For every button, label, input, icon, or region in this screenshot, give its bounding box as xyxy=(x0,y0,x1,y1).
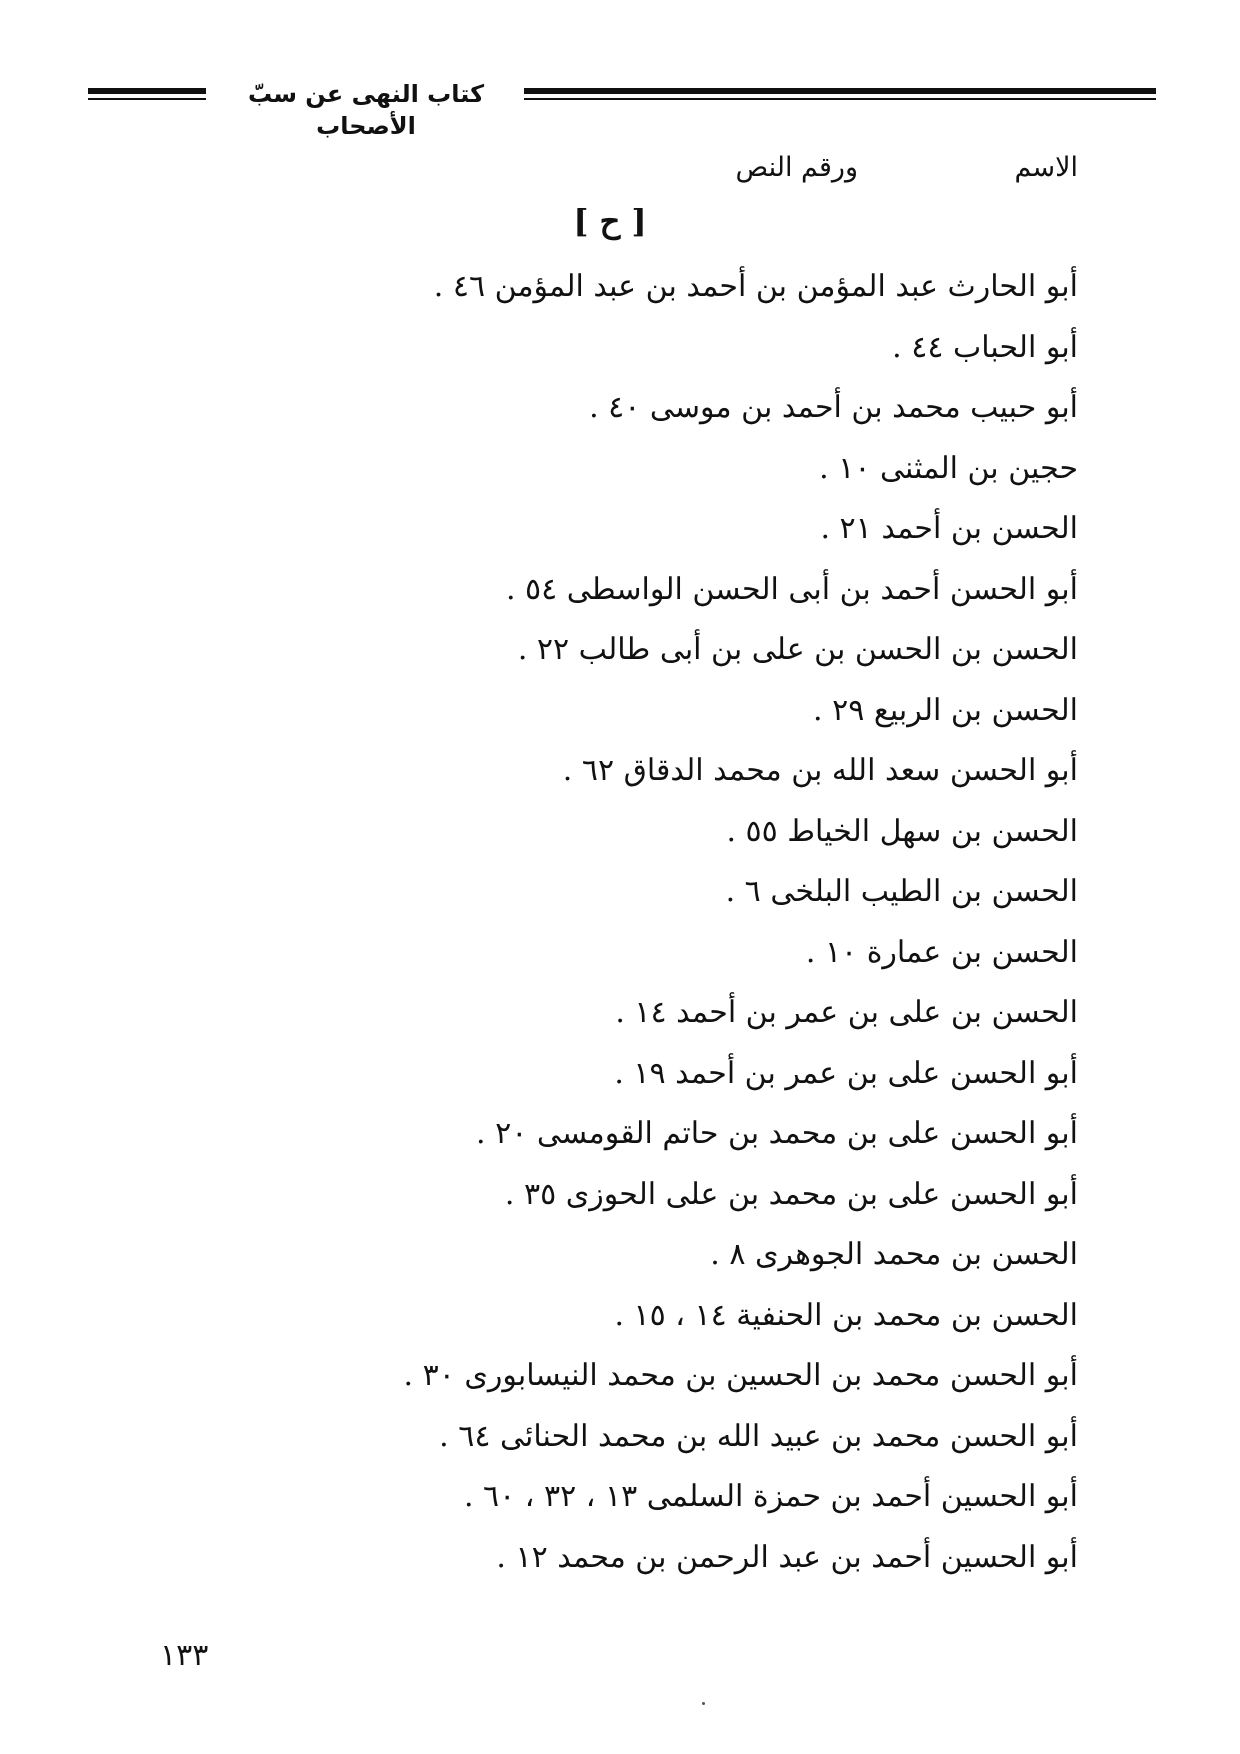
index-list xyxy=(258,258,1078,1589)
list-item: أبو الحارث عبد المؤمن بن أحمد بن عبد المؤمن ٤٦ . xyxy=(433,269,1078,304)
header-rule-left-thin xyxy=(88,98,206,100)
header-rule-left-thick xyxy=(88,88,206,94)
running-header xyxy=(88,78,1156,140)
list-item: الحسن بن أحمد ٢١ . xyxy=(820,511,1078,546)
list-item: أبو الحباب ٤٤ . xyxy=(892,329,1078,365)
list-item: الحسن بن عمارة ١٠ . xyxy=(805,934,1078,970)
header-rule-right-thin xyxy=(524,98,1156,100)
list-item: حجين بن المثنى ١٠ . xyxy=(819,450,1078,486)
list-item: أبو الحسين أحمد بن عبد الرحمن بن محمد ١٢ . xyxy=(496,1539,1078,1575)
list-item: أبو الحسن محمد بن عبيد الله بن محمد الحنائى ٦٤ . xyxy=(439,1418,1078,1454)
header-rule-right-thick xyxy=(524,88,1156,94)
page-number: ١٣٣ xyxy=(160,1638,209,1673)
list-item: أبو الحسن على بن محمد بن حاتم القومسى ٢٠ . xyxy=(476,1116,1078,1151)
list-item: أبو الحسن على بن محمد بن على الحوزى ٣٥ . xyxy=(504,1176,1078,1212)
column-header-name: الاسم xyxy=(1014,152,1078,183)
list-item: الحسن بن الطيب البلخى ٦ . xyxy=(725,874,1078,909)
list-item: أبو الحسن محمد بن الحسين بن محمد النيسابورى ٣٠ . xyxy=(403,1358,1078,1393)
list-item: أبو حبيب محمد بن أحمد بن موسى ٤٠ . xyxy=(589,390,1078,425)
list-item: أبو الحسن سعد الله بن محمد الدقاق ٦٢ . xyxy=(562,753,1078,788)
list-item: الحسن بن الحسن بن على بن أبى طالب ٢٢ . xyxy=(517,632,1078,667)
scan-speck xyxy=(702,1702,705,1705)
section-letter: [ ح ] xyxy=(573,202,647,240)
list-item: أبو الحسن على بن عمر بن أحمد ١٩ . xyxy=(614,1055,1078,1091)
column-headers xyxy=(600,148,1078,192)
list-item: أبو الحسن أحمد بن أبى الحسن الواسطى ٥٤ . xyxy=(505,571,1078,607)
column-header-number: ورقم النص xyxy=(735,152,858,183)
list-item: الحسن بن سهل الخياط ٥٥ . xyxy=(726,813,1078,849)
running-title: كتاب النهى عن سبّ الأصحاب xyxy=(247,80,485,140)
list-item: الحسن بن على بن عمر بن أحمد ١٤ . xyxy=(615,995,1078,1030)
list-item: أبو الحسين أحمد بن حمزة السلمى ١٣ ، ٣٢ ، ٦٠ . xyxy=(463,1479,1078,1514)
list-item: الحسن بن الربيع ٢٩ . xyxy=(813,692,1078,728)
list-item: الحسن بن محمد بن الحنفية ١٤ ، ١٥ . xyxy=(614,1297,1078,1333)
list-item: الحسن بن محمد الجوهرى ٨ . xyxy=(710,1237,1078,1272)
